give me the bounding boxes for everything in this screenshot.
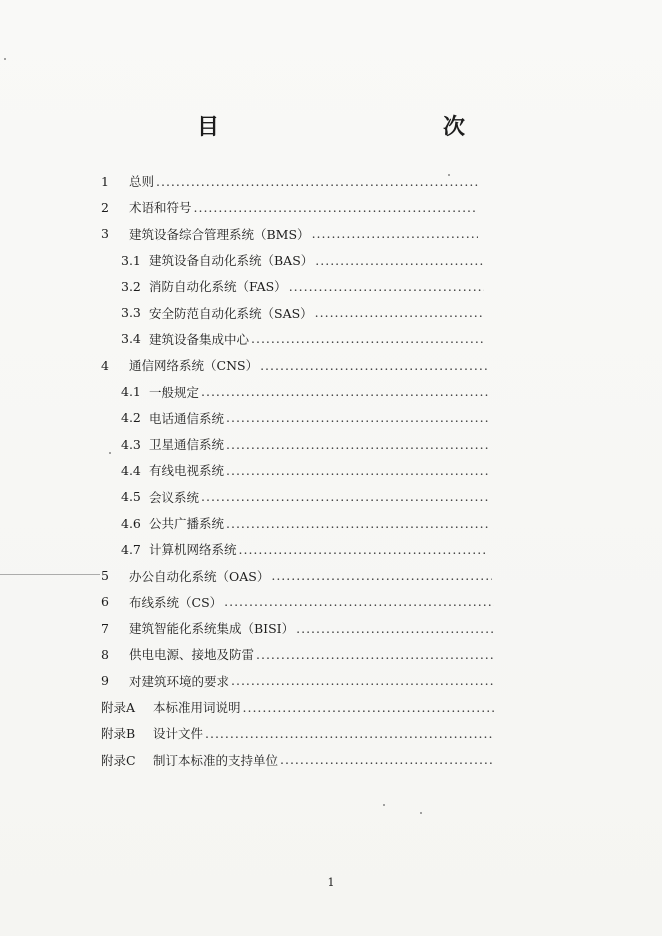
toc-entry[interactable] <box>0 221 478 247</box>
dot-leader <box>226 410 488 425</box>
toc-entry[interactable] <box>0 615 494 641</box>
table-of-contents <box>0 168 662 773</box>
toc-entry-number: 7 <box>101 620 109 636</box>
toc-entry-label: 总则 <box>129 174 155 190</box>
toc-entry[interactable] <box>0 747 494 773</box>
toc-entry[interactable] <box>0 641 494 667</box>
toc-entry-label: 建筑设备自动化系统（BAS） <box>149 253 314 269</box>
toc-entry-number: 3.2 <box>121 278 141 294</box>
dot-leader <box>243 700 494 715</box>
toc-entry-label: 术语和符号 <box>129 200 192 216</box>
dot-leader <box>312 226 478 241</box>
toc-entry[interactable] <box>0 457 488 483</box>
page-number: 1 <box>327 876 335 889</box>
toc-entry[interactable] <box>0 431 488 457</box>
dot-leader <box>226 437 488 452</box>
toc-entry-number: 3 <box>101 226 109 242</box>
toc-entry[interactable] <box>0 510 488 536</box>
dot-leader <box>271 568 492 583</box>
dot-leader <box>194 200 478 215</box>
toc-entry-label: 布线系统（CS） <box>129 594 223 610</box>
toc-entry-number: 3.3 <box>121 305 141 321</box>
toc-entry[interactable] <box>0 484 488 510</box>
dot-leader <box>296 621 494 636</box>
toc-entry-label: 有线电视系统 <box>149 463 225 479</box>
toc-entry[interactable] <box>0 168 478 194</box>
toc-entry-label: 会议系统 <box>149 489 200 505</box>
toc-entry-label: 办公自动化系统（OAS） <box>129 568 270 584</box>
page-title: 目 次 <box>196 114 525 140</box>
toc-entry[interactable] <box>0 694 494 720</box>
dot-leader <box>256 647 494 662</box>
dot-leader <box>231 673 494 688</box>
dot-leader <box>224 594 494 609</box>
toc-entry-number: 4 <box>101 357 109 373</box>
dot-leader <box>251 331 484 346</box>
toc-entry-label: 公共广播系统 <box>149 516 225 531</box>
toc-entry-label: 通信网络系统（CNS） <box>129 358 259 374</box>
toc-entry-label: 建筑设备综合管理系统（BMS） <box>129 226 310 242</box>
toc-entry-number: 4.1 <box>121 384 141 400</box>
dot-leader <box>315 253 484 268</box>
dot-leader <box>280 752 494 767</box>
toc-entry[interactable] <box>0 247 484 273</box>
dot-leader <box>201 489 488 504</box>
toc-entry-label: 消防自动化系统（FAS） <box>149 279 287 295</box>
toc-entry-label: 一般规定 <box>149 384 200 400</box>
dot-leader <box>201 384 488 399</box>
toc-entry-number: 2 <box>101 199 109 215</box>
toc-entry-number: 3.1 <box>121 252 141 268</box>
scan-speck <box>383 804 385 806</box>
toc-entry-number: 附录C <box>101 752 136 768</box>
toc-entry[interactable] <box>0 194 478 220</box>
dot-leader <box>289 279 484 294</box>
toc-entry-label: 对建筑环境的要求 <box>129 673 230 689</box>
toc-entry[interactable] <box>0 326 484 352</box>
toc-entry-number: 4.7 <box>121 541 141 557</box>
toc-entry-number: 1 <box>101 173 109 189</box>
toc-entry-number: 附录A <box>101 700 136 716</box>
toc-entry[interactable] <box>0 536 488 562</box>
scan-speck <box>4 58 6 60</box>
toc-entry-label: 制订本标准的支持单位 <box>153 752 279 768</box>
toc-entry-number: 4.5 <box>121 489 141 505</box>
toc-entry[interactable] <box>0 720 494 746</box>
toc-entry-number: 4.2 <box>121 410 141 426</box>
toc-entry-number: 6 <box>101 594 109 610</box>
toc-entry-label: 本标准用词说明 <box>153 700 241 716</box>
toc-entry-label: 建筑设备集成中心 <box>149 331 250 347</box>
toc-entry-label: 电话通信系统 <box>149 410 225 426</box>
dot-leader <box>226 516 488 531</box>
toc-entry[interactable] <box>0 273 484 299</box>
dot-leader <box>205 726 494 741</box>
toc-entry-label: 卫星通信系统 <box>149 437 225 453</box>
scan-speck <box>420 812 422 814</box>
toc-entry-number: 4.3 <box>121 436 141 452</box>
toc-entry-label: 计算机网络系统 <box>149 542 237 558</box>
toc-entry[interactable] <box>0 299 484 325</box>
toc-entry[interactable] <box>0 352 488 378</box>
toc-entry-number: 4.4 <box>121 462 141 478</box>
toc-entry[interactable] <box>0 668 494 694</box>
toc-entry-number: 3.4 <box>121 331 141 347</box>
toc-entry-number: 8 <box>101 646 109 662</box>
toc-entry-label: 安全防范自动化系统（SAS） <box>149 305 313 321</box>
toc-entry[interactable] <box>0 562 492 588</box>
dot-leader <box>226 463 488 478</box>
dot-leader <box>156 174 478 189</box>
dot-leader <box>315 305 484 320</box>
toc-entry-number: 4.6 <box>121 515 141 531</box>
toc-entry[interactable] <box>0 405 488 431</box>
toc-entry[interactable] <box>0 589 494 615</box>
toc-entry-label: 供电电源、接地及防雷 <box>129 647 255 663</box>
toc-entry-number: 9 <box>101 673 109 689</box>
toc-entry-label: 建筑智能化系统集成（BISI） <box>129 621 295 637</box>
toc-entry-label: 设计文件 <box>153 726 204 742</box>
toc-entry-number: 5 <box>101 568 109 584</box>
dot-leader <box>239 542 488 557</box>
toc-entry-number: 附录B <box>101 726 136 742</box>
dot-leader <box>260 358 488 373</box>
toc-entry[interactable] <box>0 378 488 404</box>
